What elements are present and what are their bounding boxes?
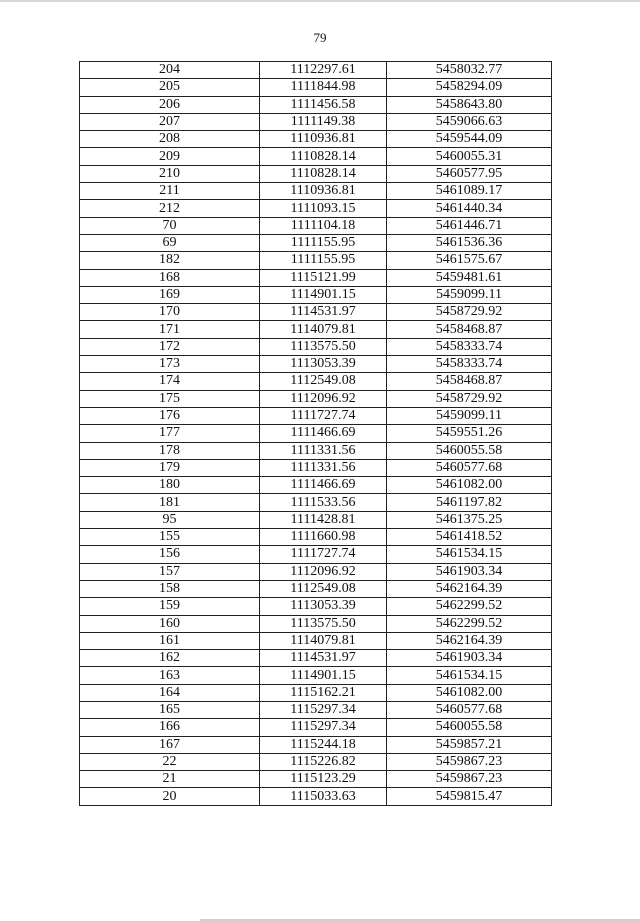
point-number-cell: 177 — [80, 425, 260, 442]
y-coordinate-cell: 5458294.09 — [387, 79, 552, 96]
table-row — [80, 96, 552, 113]
point-number-cell: 165 — [80, 701, 260, 718]
x-coordinate-cell: 1111093.15 — [260, 200, 387, 217]
x-coordinate-cell: 1113575.50 — [260, 615, 387, 632]
table-row — [80, 425, 552, 442]
point-number-cell: 178 — [80, 442, 260, 459]
x-coordinate-cell: 1112549.08 — [260, 373, 387, 390]
x-coordinate-cell: 1113575.50 — [260, 338, 387, 355]
point-number-cell: 210 — [80, 165, 260, 182]
table-row — [80, 356, 552, 373]
x-coordinate-cell: 1111466.69 — [260, 425, 387, 442]
x-coordinate-cell: 1115297.34 — [260, 701, 387, 718]
table-row — [80, 494, 552, 511]
y-coordinate-cell: 5458729.92 — [387, 304, 552, 321]
point-number-cell: 180 — [80, 477, 260, 494]
x-coordinate-cell: 1111844.98 — [260, 79, 387, 96]
table-row — [80, 650, 552, 667]
y-coordinate-cell: 5458333.74 — [387, 338, 552, 355]
y-coordinate-cell: 5461418.52 — [387, 529, 552, 546]
y-coordinate-cell: 5461534.15 — [387, 546, 552, 563]
table-row — [80, 701, 552, 718]
point-number-cell: 182 — [80, 252, 260, 269]
table-row — [80, 234, 552, 251]
table-row — [80, 286, 552, 303]
y-coordinate-cell: 5461536.36 — [387, 234, 552, 251]
table-row — [80, 459, 552, 476]
table-row — [80, 684, 552, 701]
point-number-cell: 167 — [80, 736, 260, 753]
y-coordinate-cell: 5461534.15 — [387, 667, 552, 684]
x-coordinate-cell: 1114531.97 — [260, 304, 387, 321]
point-number-cell: 166 — [80, 719, 260, 736]
y-coordinate-cell: 5462164.39 — [387, 632, 552, 649]
y-coordinate-cell: 5459481.61 — [387, 269, 552, 286]
x-coordinate-cell: 1111727.74 — [260, 407, 387, 424]
x-coordinate-cell: 1111331.56 — [260, 459, 387, 476]
y-coordinate-cell: 5461375.25 — [387, 511, 552, 528]
x-coordinate-cell: 1111104.18 — [260, 217, 387, 234]
table-row — [80, 771, 552, 788]
point-number-cell: 179 — [80, 459, 260, 476]
x-coordinate-cell: 1114531.97 — [260, 650, 387, 667]
point-number-cell: 175 — [80, 390, 260, 407]
x-coordinate-cell: 1110936.81 — [260, 183, 387, 200]
table-row — [80, 667, 552, 684]
y-coordinate-cell: 5459857.21 — [387, 736, 552, 753]
y-coordinate-cell: 5461082.00 — [387, 477, 552, 494]
table-row — [80, 511, 552, 528]
point-number-cell: 168 — [80, 269, 260, 286]
x-coordinate-cell: 1110936.81 — [260, 131, 387, 148]
table-row — [80, 304, 552, 321]
table-row — [80, 390, 552, 407]
y-coordinate-cell: 5460577.68 — [387, 459, 552, 476]
table-row — [80, 719, 552, 736]
point-number-cell: 171 — [80, 321, 260, 338]
x-coordinate-cell: 1110828.14 — [260, 148, 387, 165]
point-number-cell: 211 — [80, 183, 260, 200]
y-coordinate-cell: 5460055.58 — [387, 719, 552, 736]
table-row — [80, 269, 552, 286]
y-coordinate-cell: 5458468.87 — [387, 373, 552, 390]
coordinates-table-body — [80, 62, 552, 806]
x-coordinate-cell: 1111727.74 — [260, 546, 387, 563]
y-coordinate-cell: 5459815.47 — [387, 788, 552, 805]
x-coordinate-cell: 1112096.92 — [260, 390, 387, 407]
point-number-cell: 155 — [80, 529, 260, 546]
point-number-cell: 173 — [80, 356, 260, 373]
point-number-cell: 172 — [80, 338, 260, 355]
point-number-cell: 21 — [80, 771, 260, 788]
point-number-cell: 209 — [80, 148, 260, 165]
y-coordinate-cell: 5458643.80 — [387, 96, 552, 113]
x-coordinate-cell: 1111155.95 — [260, 234, 387, 251]
x-coordinate-cell: 1111456.58 — [260, 96, 387, 113]
point-number-cell: 163 — [80, 667, 260, 684]
table-row — [80, 477, 552, 494]
point-number-cell: 170 — [80, 304, 260, 321]
point-number-cell: 206 — [80, 96, 260, 113]
y-coordinate-cell: 5461082.00 — [387, 684, 552, 701]
x-coordinate-cell: 1115162.21 — [260, 684, 387, 701]
point-number-cell: 160 — [80, 615, 260, 632]
point-number-cell: 161 — [80, 632, 260, 649]
point-number-cell: 207 — [80, 113, 260, 130]
page-number: 79 — [313, 30, 327, 45]
y-coordinate-cell: 5459544.09 — [387, 131, 552, 148]
scan-edge-top — [0, 0, 640, 2]
table-row — [80, 165, 552, 182]
table-row — [80, 753, 552, 770]
x-coordinate-cell: 1110828.14 — [260, 165, 387, 182]
table-row — [80, 79, 552, 96]
point-number-cell: 69 — [80, 234, 260, 251]
x-coordinate-cell: 1112549.08 — [260, 580, 387, 597]
point-number-cell: 159 — [80, 598, 260, 615]
y-coordinate-cell: 5459099.11 — [387, 286, 552, 303]
point-number-cell: 20 — [80, 788, 260, 805]
x-coordinate-cell: 1113053.39 — [260, 598, 387, 615]
table-row — [80, 148, 552, 165]
table-row — [80, 407, 552, 424]
y-coordinate-cell: 5460055.58 — [387, 442, 552, 459]
table-row — [80, 183, 552, 200]
x-coordinate-cell: 1115123.29 — [260, 771, 387, 788]
table-row — [80, 113, 552, 130]
x-coordinate-cell: 1115226.82 — [260, 753, 387, 770]
point-number-cell: 204 — [80, 62, 260, 79]
y-coordinate-cell: 5461903.34 — [387, 563, 552, 580]
y-coordinate-cell: 5458032.77 — [387, 62, 552, 79]
table-row — [80, 373, 552, 390]
x-coordinate-cell: 1111155.95 — [260, 252, 387, 269]
y-coordinate-cell: 5459066.63 — [387, 113, 552, 130]
y-coordinate-cell: 5459099.11 — [387, 407, 552, 424]
x-coordinate-cell: 1114079.81 — [260, 321, 387, 338]
y-coordinate-cell: 5462299.52 — [387, 598, 552, 615]
x-coordinate-cell: 1115033.63 — [260, 788, 387, 805]
table-row — [80, 546, 552, 563]
x-coordinate-cell: 1111533.56 — [260, 494, 387, 511]
table-row — [80, 252, 552, 269]
point-number-cell: 157 — [80, 563, 260, 580]
y-coordinate-cell: 5460577.68 — [387, 701, 552, 718]
table-row — [80, 736, 552, 753]
x-coordinate-cell: 1114079.81 — [260, 632, 387, 649]
y-coordinate-cell: 5461903.34 — [387, 650, 552, 667]
y-coordinate-cell: 5460577.95 — [387, 165, 552, 182]
y-coordinate-cell: 5461575.67 — [387, 252, 552, 269]
y-coordinate-cell: 5458333.74 — [387, 356, 552, 373]
table-row — [80, 598, 552, 615]
x-coordinate-cell: 1111149.38 — [260, 113, 387, 130]
x-coordinate-cell: 1114901.15 — [260, 286, 387, 303]
x-coordinate-cell: 1111466.69 — [260, 477, 387, 494]
table-row — [80, 615, 552, 632]
table-row — [80, 563, 552, 580]
point-number-cell: 176 — [80, 407, 260, 424]
point-number-cell: 181 — [80, 494, 260, 511]
point-number-cell: 164 — [80, 684, 260, 701]
y-coordinate-cell: 5458729.92 — [387, 390, 552, 407]
point-number-cell: 70 — [80, 217, 260, 234]
table-row — [80, 131, 552, 148]
point-number-cell: 95 — [80, 511, 260, 528]
table-row — [80, 580, 552, 597]
x-coordinate-cell: 1111660.98 — [260, 529, 387, 546]
point-number-cell: 212 — [80, 200, 260, 217]
y-coordinate-cell: 5459867.23 — [387, 753, 552, 770]
point-number-cell: 162 — [80, 650, 260, 667]
x-coordinate-cell: 1112297.61 — [260, 62, 387, 79]
table-row — [80, 200, 552, 217]
x-coordinate-cell: 1113053.39 — [260, 356, 387, 373]
point-number-cell: 156 — [80, 546, 260, 563]
x-coordinate-cell: 1115121.99 — [260, 269, 387, 286]
coordinates-table — [79, 61, 552, 806]
table-row — [80, 632, 552, 649]
y-coordinate-cell: 5459867.23 — [387, 771, 552, 788]
table-row — [80, 788, 552, 805]
x-coordinate-cell: 1115297.34 — [260, 719, 387, 736]
point-number-cell: 205 — [80, 79, 260, 96]
y-coordinate-cell: 5458468.87 — [387, 321, 552, 338]
x-coordinate-cell: 1112096.92 — [260, 563, 387, 580]
y-coordinate-cell: 5459551.26 — [387, 425, 552, 442]
table-row — [80, 529, 552, 546]
table-row — [80, 321, 552, 338]
point-number-cell: 208 — [80, 131, 260, 148]
table-row — [80, 217, 552, 234]
y-coordinate-cell: 5461197.82 — [387, 494, 552, 511]
point-number-cell: 169 — [80, 286, 260, 303]
y-coordinate-cell: 5462299.52 — [387, 615, 552, 632]
y-coordinate-cell: 5462164.39 — [387, 580, 552, 597]
x-coordinate-cell: 1111331.56 — [260, 442, 387, 459]
point-number-cell: 174 — [80, 373, 260, 390]
y-coordinate-cell: 5461089.17 — [387, 183, 552, 200]
point-number-cell: 22 — [80, 753, 260, 770]
point-number-cell: 158 — [80, 580, 260, 597]
table-row — [80, 338, 552, 355]
x-coordinate-cell: 1114901.15 — [260, 667, 387, 684]
x-coordinate-cell: 1115244.18 — [260, 736, 387, 753]
x-coordinate-cell: 1111428.81 — [260, 511, 387, 528]
y-coordinate-cell: 5460055.31 — [387, 148, 552, 165]
table-row — [80, 442, 552, 459]
y-coordinate-cell: 5461440.34 — [387, 200, 552, 217]
y-coordinate-cell: 5461446.71 — [387, 217, 552, 234]
table-row — [80, 62, 552, 79]
